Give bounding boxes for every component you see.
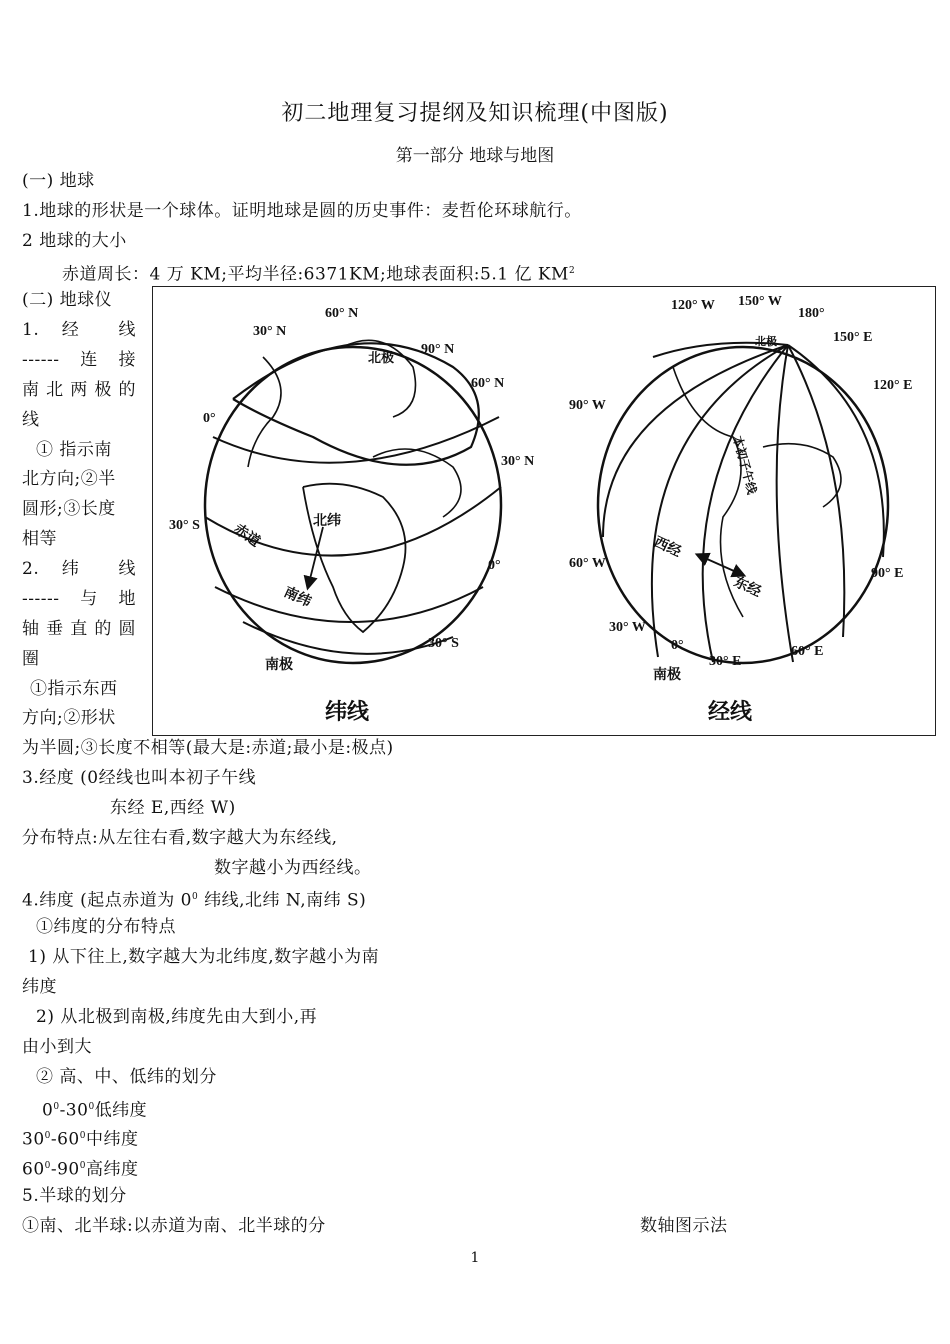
heading-earth: (一) 地球 bbox=[22, 171, 95, 191]
text-span: -90 bbox=[50, 1159, 80, 1180]
label-north-pole: 北极 bbox=[368, 350, 395, 365]
globe-illustration bbox=[153, 287, 935, 735]
text-span: 1. 经 线 bbox=[22, 320, 136, 340]
label-60e: 60° E bbox=[791, 644, 824, 659]
page-number: 1 bbox=[470, 1250, 480, 1266]
text-line bbox=[22, 349, 136, 371]
text-span: -60 bbox=[50, 1129, 80, 1150]
earth-size-text: 赤道周长：4 万 KM;平均半径:6371KM;地球表面积:5.1 亿 KM bbox=[62, 264, 569, 285]
label-30n-b: 30° N bbox=[501, 454, 535, 469]
degree-mark: 0 bbox=[79, 1161, 86, 1171]
label-north-pole-r: 北极 bbox=[755, 336, 777, 348]
label-150e: 150° E bbox=[833, 330, 873, 345]
degree-mark: 0 bbox=[44, 1161, 51, 1171]
label-30s-b: 30° S bbox=[428, 636, 459, 651]
label-equator: 赤道 bbox=[230, 521, 263, 551]
text-line bbox=[22, 886, 366, 912]
text-span: 4.纬度 (起点赤道为 0 bbox=[22, 890, 192, 911]
label-90e: 90° E bbox=[871, 566, 904, 581]
label-0-b: 0° bbox=[488, 558, 501, 573]
text-line: 东经 E,西经 W) bbox=[110, 798, 236, 818]
label-30w: 30° W bbox=[609, 620, 646, 635]
label-60w: 60° W bbox=[569, 556, 606, 571]
text-span: 纬线,北纬 N,南纬 S) bbox=[198, 890, 367, 911]
text-line bbox=[22, 1125, 139, 1151]
text-span: ------连接 bbox=[22, 350, 136, 370]
text-line: 5.半球的划分 bbox=[22, 1186, 127, 1206]
text-span: 轴垂直的圆 bbox=[22, 619, 136, 639]
text-line bbox=[42, 1096, 147, 1122]
text-span: 中纬度 bbox=[86, 1129, 139, 1150]
text-span: 高纬度 bbox=[86, 1159, 139, 1180]
text-line: 1.地球的形状是一个球体。证明地球是圆的历史事件：麦哲伦环球航行。 bbox=[22, 201, 582, 221]
globe-figure bbox=[152, 286, 936, 736]
label-180: 180° bbox=[798, 306, 825, 321]
label-0-r: 0° bbox=[671, 638, 684, 653]
text-line bbox=[22, 558, 136, 580]
text-line: 圆形;③长度 bbox=[22, 499, 116, 519]
text-span: 2. 纬 线 bbox=[22, 559, 136, 579]
text-line: 数字越小为西经线。 bbox=[214, 858, 372, 878]
text-line: 圈 bbox=[22, 649, 40, 669]
latitude-globe bbox=[205, 340, 501, 663]
label-south-pole-r: 南极 bbox=[653, 668, 681, 683]
text-span: ------与地 bbox=[22, 589, 136, 609]
label-90n: 90° N bbox=[421, 342, 455, 357]
text-line: 由小到大 bbox=[22, 1037, 92, 1057]
text-span: 低纬度 bbox=[94, 1100, 148, 1121]
label-120w: 120° W bbox=[671, 298, 715, 313]
caption-latitude: 纬线 bbox=[325, 699, 370, 724]
text-span: 30 bbox=[22, 1129, 45, 1150]
text-line bbox=[22, 319, 136, 341]
superscript: 2 bbox=[568, 266, 576, 276]
text-line: 相等 bbox=[22, 529, 57, 549]
longitude-globe bbox=[598, 343, 888, 663]
degree-mark: 0 bbox=[44, 1131, 51, 1141]
text-span: 0 bbox=[42, 1100, 54, 1121]
text-line: 2 地球的大小 bbox=[22, 231, 127, 251]
text-line: 分布特点:从左往右看,数字越大为东经线, bbox=[22, 828, 338, 848]
text-line: 方向;②形状 bbox=[22, 708, 116, 728]
label-30e: 30° E bbox=[709, 654, 742, 669]
text-line bbox=[22, 379, 136, 401]
text-line: 北方向;②半 bbox=[22, 469, 116, 489]
label-0: 0° bbox=[203, 411, 216, 426]
text-line: 2) 从北极到南极,纬度先由大到小,再 bbox=[36, 1007, 318, 1027]
text-line: 为半圆;③长度不相等(最大是:赤道;最小是:极点) bbox=[22, 738, 394, 758]
text-span: 60 bbox=[22, 1159, 45, 1180]
text-line: 1) 从下往上,数字越大为北纬度,数字越小为南 bbox=[28, 947, 380, 967]
text-line: ①纬度的分布特点 bbox=[36, 917, 176, 937]
label-east-longitude: 东经 bbox=[731, 575, 764, 601]
text-line: 3.经度 (0经线也叫本初子午线 bbox=[22, 768, 257, 788]
degree-mark: 0 bbox=[79, 1131, 86, 1141]
superscript: 0 bbox=[191, 892, 199, 902]
text-line: 线 bbox=[22, 410, 40, 430]
text-line: 数轴图示法 bbox=[640, 1216, 728, 1236]
label-30n: 30° N bbox=[253, 324, 287, 339]
degree-mark: 0 bbox=[88, 1102, 95, 1112]
text-line bbox=[62, 260, 575, 286]
text-line bbox=[22, 588, 136, 610]
label-prime-meridian: 本初子午线 bbox=[730, 434, 760, 496]
text-line: ② 高、中、低纬的划分 bbox=[36, 1067, 217, 1087]
text-line: ①南、北半球:以赤道为南、北半球的分 bbox=[22, 1216, 326, 1236]
text-line bbox=[22, 618, 136, 640]
label-west-longitude: 西经 bbox=[651, 535, 684, 561]
text-line: ①指示东西 bbox=[30, 679, 118, 699]
heading-globe: (二) 地球仪 bbox=[22, 290, 113, 310]
caption-longitude: 经线 bbox=[708, 699, 753, 724]
label-south-pole: 南极 bbox=[265, 658, 293, 673]
degree-mark: 0 bbox=[53, 1102, 60, 1112]
document-title: 初二地理复习提纲及知识梳理(中图版) bbox=[281, 101, 669, 126]
text-line bbox=[22, 1155, 139, 1181]
text-line: 纬度 bbox=[22, 977, 57, 997]
label-south-latitude: 南纬 bbox=[281, 585, 314, 611]
label-150w: 150° W bbox=[738, 294, 782, 309]
text-span: 南北两极的 bbox=[22, 380, 136, 400]
label-90w: 90° W bbox=[569, 398, 606, 413]
label-120e: 120° E bbox=[873, 378, 913, 393]
section-title: 第一部分 地球与地图 bbox=[395, 146, 555, 166]
text-line: ① 指示南 bbox=[36, 440, 112, 460]
label-60n-b: 60° N bbox=[471, 376, 505, 391]
label-60n: 60° N bbox=[325, 306, 359, 321]
label-30s: 30° S bbox=[169, 518, 200, 533]
label-north-latitude: 北纬 bbox=[313, 514, 341, 529]
text-span: -30 bbox=[59, 1100, 89, 1121]
